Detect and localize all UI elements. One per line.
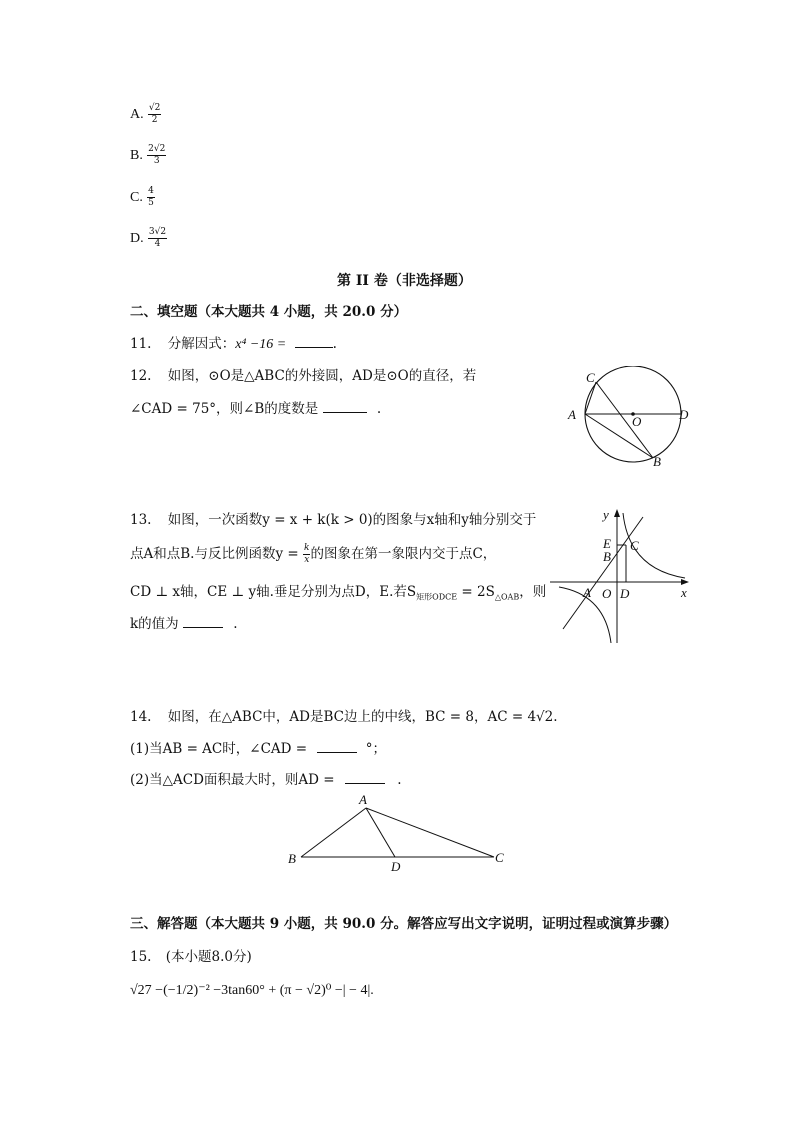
part2-title: 第 II 卷（非选择题） bbox=[337, 273, 472, 289]
answer-blank[interactable] bbox=[345, 771, 385, 784]
option-fraction: $\frac{2√2}{3}$ bbox=[148, 144, 166, 166]
label-c: C bbox=[586, 370, 595, 385]
label-d: D bbox=[391, 859, 401, 874]
option-d bbox=[130, 228, 167, 249]
label-b: B bbox=[288, 851, 296, 866]
question-number: 14. bbox=[130, 709, 152, 725]
question-number: 12. bbox=[130, 368, 152, 384]
label-o: O bbox=[632, 414, 642, 429]
label-a: A bbox=[568, 407, 576, 422]
question-number: 11. bbox=[130, 336, 152, 352]
median-ad bbox=[366, 808, 395, 857]
label-b: B bbox=[653, 454, 661, 469]
label-b: B bbox=[603, 549, 611, 564]
question-number: 15. bbox=[130, 949, 152, 965]
figure-14-triangle bbox=[284, 790, 514, 875]
option-letter: D. bbox=[130, 231, 144, 246]
question-number: 13. bbox=[130, 512, 152, 528]
option-letter: C. bbox=[130, 190, 143, 205]
label-a: A bbox=[583, 585, 591, 600]
label-c: C bbox=[630, 538, 639, 553]
label-o: O bbox=[602, 586, 612, 601]
question-13-line1: 13. 如图，一次函数y = x + k(k > 0)的图象与x轴和y轴分别交于 bbox=[130, 512, 537, 528]
label-a: A bbox=[359, 792, 367, 807]
answer-blank[interactable] bbox=[183, 615, 223, 628]
option-a bbox=[130, 104, 161, 125]
question-15-expression: √27 −(−1/2)⁻² −3tan60° + (π − √2)⁰ −| − 4|. bbox=[130, 983, 374, 998]
label-d: D bbox=[679, 407, 689, 422]
question-12-line2: ∠CAD = 75°，则∠B的度数是 . bbox=[130, 401, 382, 417]
answer-blank[interactable] bbox=[323, 400, 367, 413]
label-e: E bbox=[603, 536, 611, 551]
question-13-line2: 点A和点B.与反比例函数y = $\frac{k}{x}$ 的图象在第一象限内交于点C， bbox=[130, 543, 497, 565]
side-ab bbox=[301, 808, 366, 857]
question-15-header: 15. (本小题8.0分) bbox=[130, 949, 252, 965]
label-x: x bbox=[681, 585, 687, 600]
side-ac bbox=[366, 808, 494, 857]
figure-12-circle bbox=[560, 366, 700, 474]
label-d: D bbox=[620, 586, 630, 601]
option-fraction: $\frac{√2}{2}$ bbox=[148, 103, 161, 125]
section3-heading: 三、解答题（本大题共 9 小题，共 90.0 分。解答应写出文字说明，证明过程或演算步骤） bbox=[130, 916, 678, 932]
question-13-line3: CD ⊥ x轴，CE ⊥ y轴.垂足分别为点D，E.若$S_{矩形ODCE} = 2S_{\triangle OAB}$，则 bbox=[130, 584, 547, 602]
fraction-k-over-x: $\frac{k}{x}$ bbox=[304, 543, 310, 565]
question-12-line1: 12. 如图，⊙O是△ABC的外接圆，AD是⊙O的直径，若 bbox=[130, 368, 477, 384]
answer-blank[interactable] bbox=[295, 335, 333, 348]
linear-function bbox=[563, 517, 643, 629]
label-y: y bbox=[603, 507, 609, 522]
question-14-line1: 14. 如图，在△ABC中，AD是BC边上的中线，BC = 8，AC = 4√2. bbox=[130, 709, 558, 725]
question-14-line3: (2)当△ACD面积最大时，则AD = . bbox=[130, 772, 402, 788]
option-b bbox=[130, 145, 166, 166]
option-fraction: $\frac{4}{5}$ bbox=[148, 186, 154, 208]
label-c: C bbox=[495, 850, 504, 865]
option-letter: A. bbox=[130, 107, 144, 122]
option-letter: B. bbox=[130, 148, 143, 163]
option-fraction: $\frac{3√2}{4}$ bbox=[148, 227, 167, 249]
question-14-line2: (1)当AB = AC时，∠CAD = °； bbox=[130, 741, 386, 757]
question-11: 11. 分解因式：x⁴ −16 = . bbox=[130, 336, 337, 352]
section2-heading: 二、填空题（本大题共 4 小题，共 20.0 分） bbox=[130, 304, 408, 320]
answer-blank[interactable] bbox=[317, 740, 357, 753]
option-c bbox=[130, 187, 155, 208]
question-13-line4: k的值为 . bbox=[130, 616, 238, 632]
figure-13-graph bbox=[545, 505, 695, 650]
